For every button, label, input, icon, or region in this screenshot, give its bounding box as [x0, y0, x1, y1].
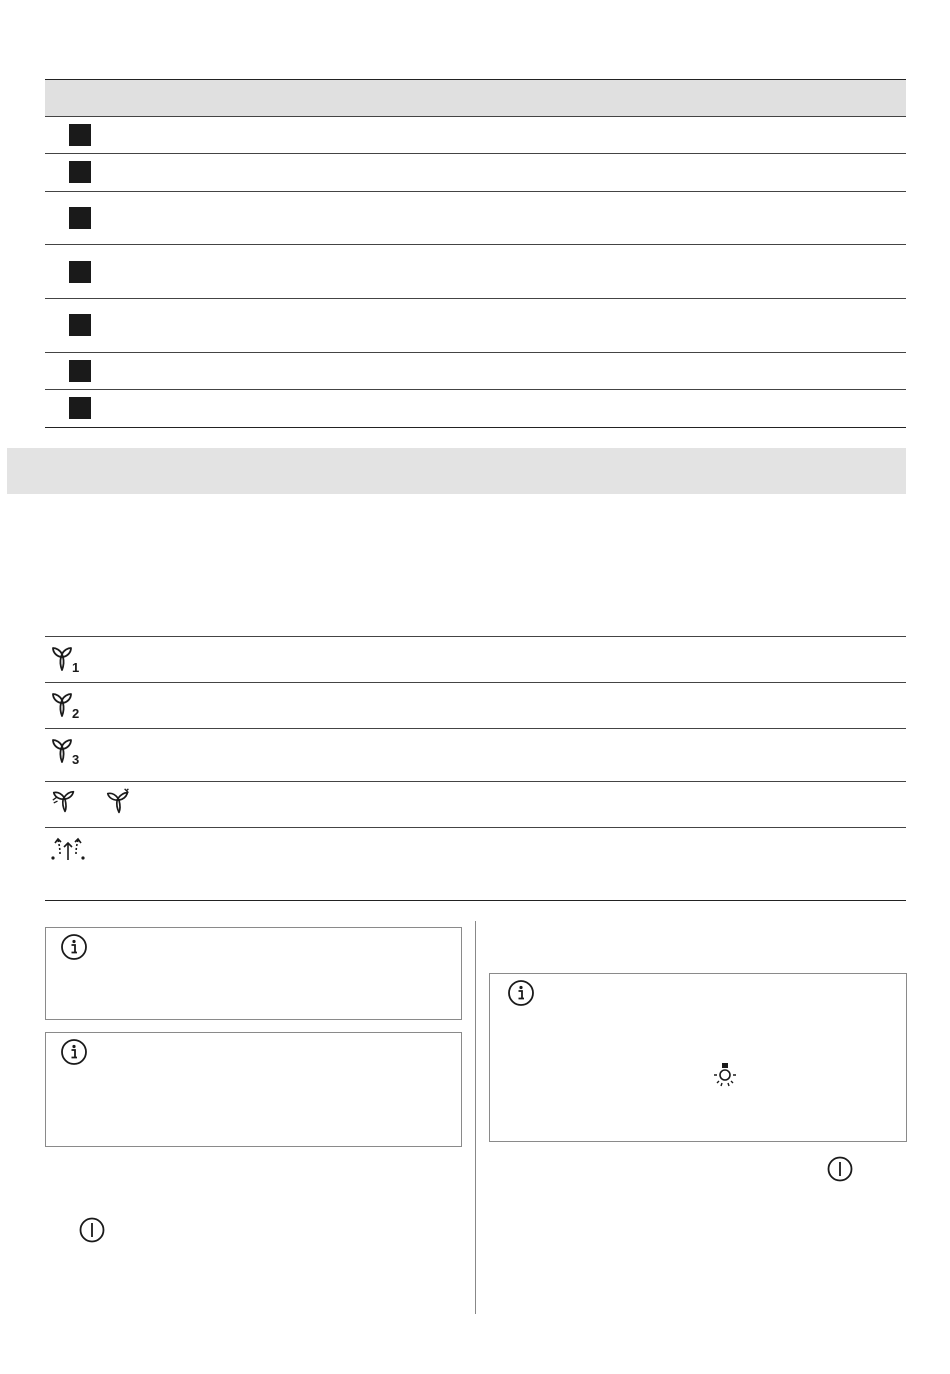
table1-divider [45, 298, 906, 299]
table1-divider [45, 153, 906, 154]
column-separator [475, 921, 476, 1314]
power-icon [826, 1155, 854, 1183]
table2-divider [45, 682, 906, 683]
table1-bottom-rule [45, 427, 906, 428]
section-banner [7, 448, 906, 494]
row-marker-square [69, 261, 91, 283]
svg-text:2: 2 [72, 706, 80, 721]
table2-top-rule [45, 636, 906, 637]
svg-text:3: 3 [72, 752, 80, 767]
table1-divider [45, 389, 906, 390]
table1-divider [45, 116, 906, 117]
row-marker-square [69, 314, 91, 336]
table1-header [45, 79, 906, 117]
table2-divider [45, 781, 906, 782]
info-icon [507, 979, 535, 1007]
row-marker-square [69, 397, 91, 419]
info-icon [60, 933, 88, 961]
fan-speed-2-icon [50, 689, 82, 721]
info-note-box [45, 927, 462, 1020]
row-marker-square [69, 360, 91, 382]
fan-speed-1-icon [50, 643, 82, 675]
fan-boost-alt-icon [104, 787, 134, 817]
info-note-box [489, 973, 907, 1142]
fan-boost-icon [50, 787, 80, 817]
power-icon [78, 1216, 106, 1244]
table2-divider [45, 827, 906, 828]
row-marker-square [69, 124, 91, 146]
svg-text:1: 1 [72, 660, 80, 675]
table2-divider [45, 728, 906, 729]
light-icon [711, 1061, 739, 1089]
row-marker-square [69, 161, 91, 183]
table2-bottom-rule [45, 900, 906, 901]
table1-divider [45, 244, 906, 245]
fan-speed-3-icon [50, 735, 82, 767]
info-note-box [45, 1032, 462, 1147]
table1-divider [45, 352, 906, 353]
row-marker-square [69, 207, 91, 229]
info-icon [60, 1038, 88, 1066]
table1-divider [45, 191, 906, 192]
ventilation-arrows-icon [50, 834, 86, 864]
